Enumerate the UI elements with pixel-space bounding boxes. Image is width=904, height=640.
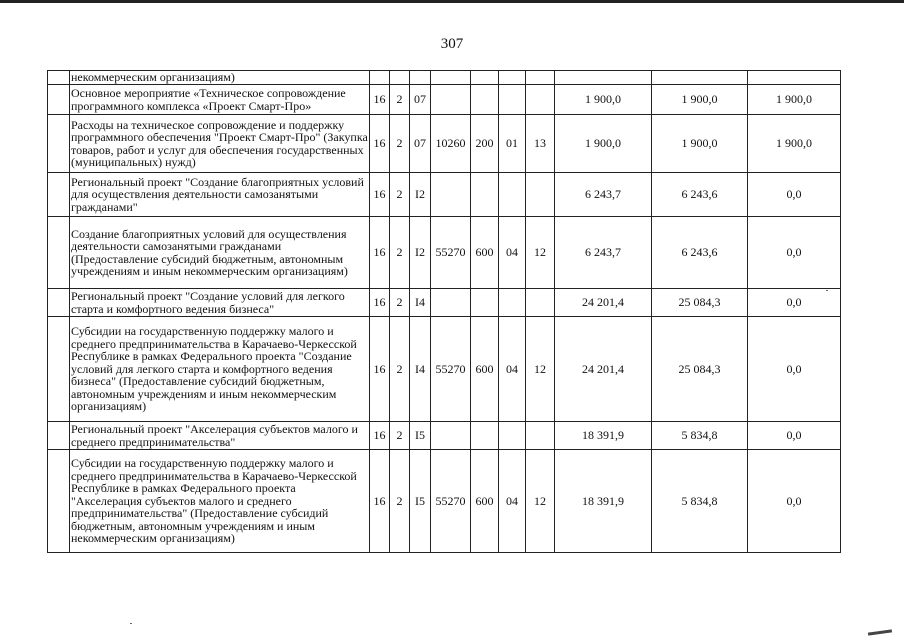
code-cell bbox=[431, 422, 471, 450]
code-cell: I5 bbox=[410, 450, 431, 553]
amount-cell: 18 391,9 bbox=[555, 450, 652, 553]
amount-cell: 25 084,3 bbox=[652, 289, 748, 317]
code-cell bbox=[431, 289, 471, 317]
code-cell bbox=[526, 289, 555, 317]
amount-cell: 0,0 bbox=[748, 317, 841, 422]
code-cell: 600 bbox=[471, 217, 499, 289]
code-cell bbox=[471, 173, 499, 217]
blank-cell bbox=[48, 422, 70, 450]
code-cell: 16 bbox=[370, 422, 390, 450]
code-cell: 07 bbox=[410, 115, 431, 173]
scan-top-edge bbox=[0, 0, 904, 3]
blank-cell bbox=[48, 85, 70, 115]
code-cell: 16 bbox=[370, 115, 390, 173]
code-cell: 04 bbox=[499, 217, 526, 289]
amount-cell: 6 243,7 bbox=[555, 217, 652, 289]
blank-cell bbox=[48, 173, 70, 217]
scan-corner-mark bbox=[868, 629, 892, 635]
amount-cell: 0,0 bbox=[748, 422, 841, 450]
code-cell bbox=[526, 85, 555, 115]
code-cell bbox=[471, 422, 499, 450]
code-cell: 2 bbox=[390, 173, 410, 217]
code-cell bbox=[499, 289, 526, 317]
code-cell bbox=[471, 85, 499, 115]
code-cell: 55270 bbox=[431, 450, 471, 553]
amount-cell: 0,0 bbox=[748, 217, 841, 289]
amount-cell: 6 243,7 bbox=[555, 173, 652, 217]
code-cell: 07 bbox=[410, 85, 431, 115]
amount-cell bbox=[555, 71, 652, 85]
code-cell: 12 bbox=[526, 217, 555, 289]
amount-cell: 24 201,4 bbox=[555, 317, 652, 422]
code-cell bbox=[499, 422, 526, 450]
code-cell bbox=[471, 289, 499, 317]
description-cell: Субсидии на государственную поддержку малого и среднего предпринимательства в Карачаево-Черкесской Республике в рамках Федерального проекта "Акселерация субъектов малого и среднего предпринимательства" (Предоставление субсидий бюджетным, автономным учреждениям и иным некоммерческим организациям) bbox=[70, 450, 370, 553]
description-cell: Основное мероприятие «Техническое сопровождение программного комплекса «Проект Смарт-Про» bbox=[70, 85, 370, 115]
amount-cell: 0,0 bbox=[748, 289, 841, 317]
code-cell: I4 bbox=[410, 317, 431, 422]
code-cell: 12 bbox=[526, 317, 555, 422]
table-row bbox=[48, 173, 841, 217]
code-cell bbox=[431, 71, 471, 85]
amount-cell: 1 900,0 bbox=[748, 115, 841, 173]
code-cell: I5 bbox=[410, 422, 431, 450]
amount-cell: 5 834,8 bbox=[652, 450, 748, 553]
code-cell: 2 bbox=[390, 317, 410, 422]
code-cell: 16 bbox=[370, 173, 390, 217]
code-cell: 16 bbox=[370, 450, 390, 553]
table-row bbox=[48, 450, 841, 553]
amount-cell: 0,0 bbox=[748, 450, 841, 553]
code-cell bbox=[390, 71, 410, 85]
table-row bbox=[48, 422, 841, 450]
code-cell: 16 bbox=[370, 289, 390, 317]
code-cell bbox=[526, 422, 555, 450]
description-cell: Создание благоприятных условий для осуществления деятельности самозанятыми гражданами (Предоставление субсидий бюджетным, автономным учреждениям и иным некоммерческим организациям) bbox=[70, 217, 370, 289]
amount-cell: 1 900,0 bbox=[555, 85, 652, 115]
code-cell: 2 bbox=[390, 115, 410, 173]
amount-cell: 5 834,8 bbox=[652, 422, 748, 450]
code-cell: 10260 bbox=[431, 115, 471, 173]
code-cell: I2 bbox=[410, 217, 431, 289]
blank-cell bbox=[48, 289, 70, 317]
code-cell: 2 bbox=[390, 85, 410, 115]
code-cell: I4 bbox=[410, 289, 431, 317]
scan-speck bbox=[130, 623, 132, 624]
amount-cell: 24 201,4 bbox=[555, 289, 652, 317]
code-cell: 16 bbox=[370, 217, 390, 289]
description-cell: Региональный проект "Создание благоприятных условий для осуществления деятельности самозанятыми гражданами" bbox=[70, 173, 370, 217]
table-row bbox=[48, 115, 841, 173]
description-cell: Расходы на техническое сопровождение и поддержку программного обеспечения "Проект Смарт-Про" (Закупка товаров, работ и услуг для обеспечения государственных (муниципальных) нужд) bbox=[70, 115, 370, 173]
code-cell: 2 bbox=[390, 289, 410, 317]
table-row bbox=[48, 217, 841, 289]
code-cell bbox=[499, 85, 526, 115]
description-cell: Региональный проект "Создание условий для легкого старта и комфортного ведения бизнеса" bbox=[70, 289, 370, 317]
code-cell bbox=[526, 71, 555, 85]
code-cell: 2 bbox=[390, 450, 410, 553]
amount-cell: 6 243,6 bbox=[652, 173, 748, 217]
code-cell: 04 bbox=[499, 317, 526, 422]
code-cell: 600 bbox=[471, 317, 499, 422]
description-cell: Субсидии на государственную поддержку малого и среднего предпринимательства в Карачаево-Черкесской Республике в рамках Федерального проекта "Создание условий для легкого старта и комфортного ведения бизнеса" (Предоставление субсидий бюджетным, автономным учреждениям и иным некоммерческим организациям) bbox=[70, 317, 370, 422]
scan-speck bbox=[826, 290, 828, 291]
amount-cell: 1 900,0 bbox=[652, 85, 748, 115]
code-cell: 200 bbox=[471, 115, 499, 173]
amount-cell: 25 084,3 bbox=[652, 317, 748, 422]
description-cell: Региональный проект "Акселерация субъектов малого и среднего предпринимательства" bbox=[70, 422, 370, 450]
code-cell bbox=[499, 173, 526, 217]
code-cell bbox=[526, 173, 555, 217]
code-cell bbox=[410, 71, 431, 85]
page-number: 307 bbox=[440, 36, 464, 52]
amount-cell: 0,0 bbox=[748, 173, 841, 217]
code-cell bbox=[471, 71, 499, 85]
blank-cell bbox=[48, 115, 70, 173]
table-row bbox=[48, 71, 841, 85]
blank-cell bbox=[48, 317, 70, 422]
table-row bbox=[48, 85, 841, 115]
blank-cell bbox=[48, 71, 70, 85]
amount-cell bbox=[652, 71, 748, 85]
code-cell: 55270 bbox=[431, 317, 471, 422]
amount-cell: 1 900,0 bbox=[555, 115, 652, 173]
code-cell: 16 bbox=[370, 85, 390, 115]
code-cell: 04 bbox=[499, 450, 526, 553]
code-cell bbox=[370, 71, 390, 85]
code-cell: 16 bbox=[370, 317, 390, 422]
budget-table bbox=[47, 70, 841, 553]
description-cell: некоммерческим организациям) bbox=[70, 71, 370, 85]
code-cell: 01 bbox=[499, 115, 526, 173]
amount-cell: 1 900,0 bbox=[652, 115, 748, 173]
code-cell: I2 bbox=[410, 173, 431, 217]
amount-cell: 18 391,9 bbox=[555, 422, 652, 450]
code-cell: 12 bbox=[526, 450, 555, 553]
code-cell: 600 bbox=[471, 450, 499, 553]
amount-cell: 6 243,6 bbox=[652, 217, 748, 289]
table-row bbox=[48, 289, 841, 317]
table-row bbox=[48, 317, 841, 422]
code-cell: 2 bbox=[390, 217, 410, 289]
code-cell: 55270 bbox=[431, 217, 471, 289]
blank-cell bbox=[48, 450, 70, 553]
code-cell bbox=[431, 173, 471, 217]
code-cell: 2 bbox=[390, 422, 410, 450]
code-cell: 13 bbox=[526, 115, 555, 173]
amount-cell bbox=[748, 71, 841, 85]
blank-cell bbox=[48, 217, 70, 289]
amount-cell: 1 900,0 bbox=[748, 85, 841, 115]
code-cell bbox=[499, 71, 526, 85]
code-cell bbox=[431, 85, 471, 115]
